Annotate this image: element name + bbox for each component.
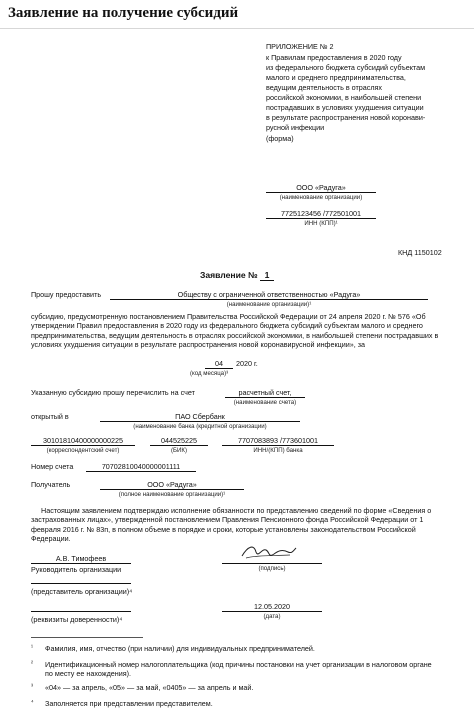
transfer-label: Указанную субсидию прошу перечислить на счет — [31, 388, 195, 397]
signature-scribble-icon — [238, 540, 298, 564]
footnote-mark: ⁴ — [31, 699, 34, 706]
sign-date: 12.05.2020 — [254, 602, 290, 611]
org-inn-kpp-caption: ИНН (КПП)¹ — [304, 220, 338, 227]
sign-caption: (подпись) — [258, 565, 286, 572]
representative-caption: (представитель организации)⁴ — [31, 587, 133, 596]
payee-name: ООО «Радуга» — [147, 480, 197, 489]
org-name: ООО «Радуга» — [296, 183, 346, 192]
opened-label: открытый в — [31, 412, 69, 421]
appendix-line: ПРИЛОЖЕНИЕ № 2 — [266, 42, 334, 51]
request-label: Прошу предоставить — [31, 290, 102, 299]
underline — [222, 611, 322, 612]
org-name-caption: (наименование организации) — [279, 194, 363, 201]
sign-date-caption: (дата) — [263, 613, 281, 620]
payee-label: Получатель — [31, 480, 71, 489]
bik-caption: (БИК) — [171, 447, 187, 454]
bank-name: ПАО Сбербанк — [175, 412, 225, 421]
bank-inn-kpp-caption: ИНН/(КПП) банка — [253, 447, 303, 454]
account-type-caption: (наименование счета) — [233, 399, 297, 406]
proxy-caption: (реквизиты доверенности)⁴ — [31, 615, 123, 624]
bank-inn-kpp: 7707083893 /773601001 — [238, 436, 318, 445]
header-divider — [0, 28, 474, 29]
request-paragraph: субсидию, предусмотренную постановлением Правительства Российской Федерации от 24 апреля 2020 г. № 576 «Об утверждении Правил предоставления в 2020 году из федерального бюджета субсидий субъектам малого и среднего предпринимательства, ведущим деятельность в отраслях российской экономики, в наибольшей степени пострадавших в условиях ухудшения ситуации в результате распространения новой коронавирусной инфекции», за — [31, 312, 439, 349]
footnote-mark: ² — [31, 660, 34, 667]
appendix-line: русной инфекции — [266, 123, 325, 132]
footnote-text: Идентификационный номер налогоплательщика (код причины постановки на учет организации в налоговом органе по месту ее нахождения). — [45, 660, 432, 679]
account-type: расчетный счет, — [238, 388, 292, 397]
footnote-mark: ¹ — [31, 644, 34, 651]
underline — [100, 421, 300, 422]
page-title: Заявление на получение субсидий — [8, 5, 239, 21]
footnote-text: «04» — за апрель, «05» — за май, «0405» — за апрель и май. — [45, 683, 254, 692]
underline — [222, 563, 322, 564]
statement-title — [10, 270, 464, 281]
underline — [150, 445, 208, 446]
footnote-mark: ³ — [31, 683, 34, 690]
statement-number: 1 — [260, 270, 274, 281]
underline — [222, 445, 334, 446]
appendix-line: ведущим деятельность в отраслях — [266, 83, 383, 92]
request-date-day: 04 — [215, 359, 223, 368]
footnote-divider — [31, 637, 143, 638]
request-recipient-caption: (наименование организации)¹ — [226, 301, 312, 308]
head-caption: Руководитель организации — [31, 565, 122, 574]
page-header — [0, 0, 474, 28]
appendix-line: к Правилам предоставления в 2020 году — [266, 53, 402, 62]
request-date-year: 2020 г. — [236, 359, 258, 368]
underline — [266, 192, 376, 193]
appendix-line: в результате распространения новой коронави- — [266, 113, 426, 122]
confirmation-paragraph: Настоящим заявлением подтверждаю исполнение обязанности по представлению сведений по форме «Сведения о застрахованных лицах», утвержденной постановлением Правления Пенсионного фонда Российской Федерации от 1 февраля 2016 г. № 83п, в полном объеме в порядке и сроки, которые установлены законодательством Российской Федерации. — [31, 506, 432, 543]
footnote-text: Заполняется при представлении представителем. — [45, 699, 213, 708]
underline — [31, 611, 131, 612]
document-sheet — [10, 32, 464, 720]
underline — [205, 368, 233, 369]
appendix-line: российской экономики, в наибольшей степени — [266, 93, 422, 102]
underline — [31, 563, 131, 564]
appendix-line: малого и среднего предпринимательства, — [266, 73, 406, 82]
appendix-line: (форма) — [266, 134, 294, 143]
corr-account: 30101810400000000225 — [43, 436, 123, 445]
underline — [100, 489, 244, 490]
statement-prefix: Заявление № — [199, 270, 258, 280]
payee-caption: (полное наименование организации)¹ — [118, 491, 226, 498]
head-name: А.В. Тимофеев — [55, 554, 107, 563]
corr-account-caption: (корреспондентский счет) — [46, 447, 120, 454]
request-date-caption: (код месяца)³ — [190, 370, 229, 377]
request-recipient: Обществу с ограниченной ответственностью «Радуга» — [177, 290, 361, 299]
appendix-line: из федерального бюджета субсидий субъектам — [266, 63, 426, 72]
bank-caption: (наименование банка (кредитной организации) — [133, 423, 267, 430]
appendix-line: пострадавших в условиях ухудшения ситуации — [266, 103, 424, 112]
footnote-text: Фамилия, имя, отчество (при наличии) для индивидуальных предпринимателей. — [45, 644, 315, 653]
underline — [31, 445, 135, 446]
underline — [86, 471, 196, 472]
underline — [266, 218, 376, 219]
underline — [110, 299, 428, 300]
account-label: Номер счета — [31, 462, 74, 471]
account-number: 70702810040000001111 — [101, 462, 181, 471]
underline — [225, 397, 305, 398]
knd-code: КНД 1150102 — [398, 248, 442, 257]
org-inn-kpp: 7725123456 /772501001 — [281, 209, 361, 218]
bik: 044525225 — [161, 436, 197, 445]
underline — [31, 583, 131, 584]
